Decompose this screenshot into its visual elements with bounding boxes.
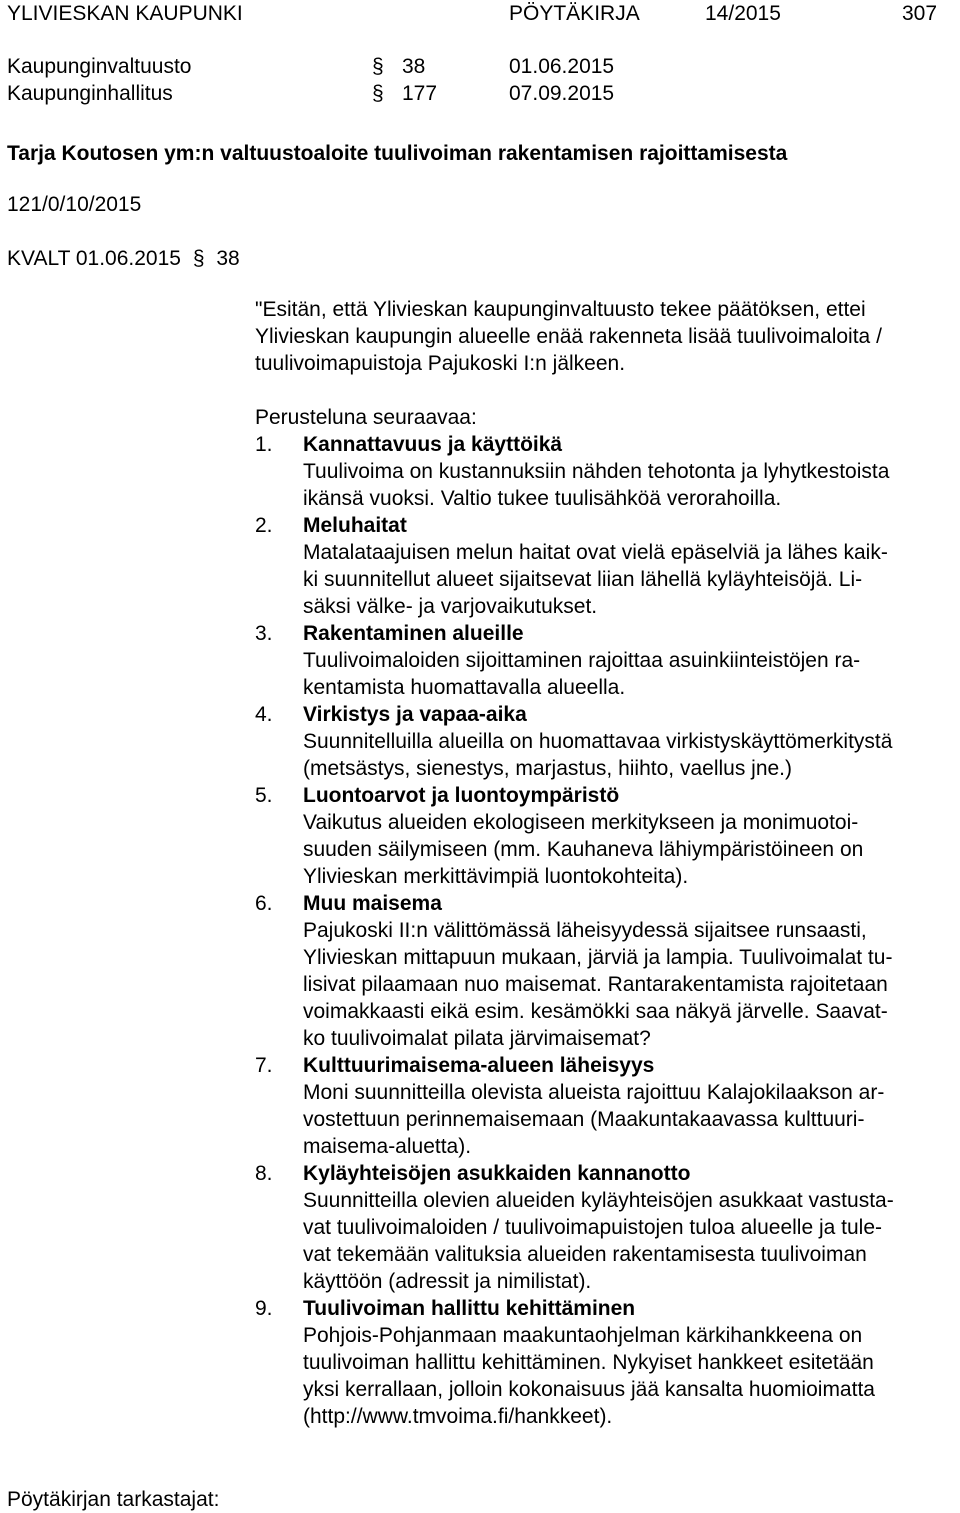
reason-text-line: yksi kerrallaan, jolloin kokonaisuus jää kansalta huomioimatta — [303, 1378, 875, 1401]
reason-text-line: Pohjois-Pohjanmaan maakuntaohjelman kärkihankkeena on — [303, 1324, 863, 1347]
meeting-body-council: Kaupunginvaltuusto — [7, 55, 192, 78]
reason-number: 6. — [255, 892, 273, 915]
reason-item — [255, 431, 894, 512]
reason-item — [255, 1295, 894, 1430]
reason-text-line: (http://www.tmvoima.fi/hankkeet). — [303, 1405, 613, 1428]
meeting-date-council: 01.06.2015 — [509, 55, 615, 78]
reason-item — [255, 782, 894, 890]
reason-title: Muu maisema — [303, 892, 442, 915]
reason-text-line: Ylivieskan mittapuun mukaan, järviä ja lampia. Tuulivoimalat tu- — [303, 946, 893, 969]
header-doc-number: 14/2015 — [705, 2, 781, 25]
reason-item — [255, 890, 894, 1052]
section-sign-icon: § — [372, 55, 384, 78]
reason-number: 4. — [255, 703, 273, 726]
initiative-quote — [255, 296, 882, 377]
section-sign-icon: § — [372, 82, 384, 105]
reason-text-line: vat tuulivoimaloiden / tuulivoimapuistojen tuloa alueelle ja tule- — [303, 1216, 883, 1239]
reason-text-line: tuulivoiman hallittu kehittäminen. Nykyiset hankkeet esitetään — [303, 1351, 874, 1374]
reason-text-line: Ylivieskan merkittävimpiä luontokohteita). — [303, 865, 689, 888]
section-sign-icon: § — [192, 247, 205, 270]
minutes-checkers-label: Pöytäkirjan tarkastajat: — [7, 1488, 220, 1511]
reasons-heading: Perusteluna seuraavaa: — [255, 406, 477, 429]
reason-text-line: Tuulivoimaloiden sijoittaminen rajoittaa asuinkiinteistöjen ra- — [303, 649, 861, 672]
header-doc-type: PÖYTÄKIRJA — [509, 2, 640, 25]
reason-text-line: Moni suunnitteilla olevista alueista rajoittuu Kalajokilaakson ar- — [303, 1081, 885, 1104]
reason-title: Tuulivoiman hallittu kehittäminen — [303, 1297, 636, 1320]
reason-text-line: Suunnitteilla olevien alueiden kyläyhteisöjen asukkaat vastusta- — [303, 1189, 894, 1212]
meeting-date-board: 07.09.2015 — [509, 82, 615, 105]
reason-number: 3. — [255, 622, 273, 645]
reason-number: 5. — [255, 784, 273, 807]
meeting-reference — [7, 245, 240, 272]
reason-item — [255, 1052, 894, 1160]
reason-title: Luontoarvot ja luontoympäristö — [303, 784, 620, 807]
meeting-section-council: 38 — [402, 55, 426, 78]
reason-number: 1. — [255, 433, 273, 456]
quote-line: "Esitän, että Ylivieskan kaupunginvaltuusto tekee päätöksen, ettei — [255, 298, 866, 321]
reason-text-line: Vaikutus alueiden ekologiseen merkitykseen ja monimuotoi- — [303, 811, 859, 834]
reason-number: 7. — [255, 1054, 273, 1077]
reason-text-line: ki suunnitellut alueet sijaitsevat liian lähellä kyläyhteisöjä. Li- — [303, 568, 863, 591]
reason-text-line: (metsästys, sienestys, marjastus, hiihto, vaellus jne.) — [303, 757, 793, 780]
document-title: Tarja Koutosen ym:n valtuustoaloite tuulivoiman rakentamisen rajoittamisesta — [7, 142, 788, 165]
reason-item — [255, 701, 894, 782]
reason-text-line: käyttöön (adressit ja nimilistat). — [303, 1270, 592, 1293]
quote-line: tuulivoimapuistoja Pajukoski I:n jälkeen. — [255, 352, 626, 375]
reason-title: Meluhaitat — [303, 514, 407, 537]
reason-text-line: lisivat pilaamaan nuo maisemat. Rantarakentamista rajoitetaan — [303, 973, 888, 996]
reason-text-line: ko tuulivoimalat pilata järvimaisemat? — [303, 1027, 651, 1050]
reason-number: 2. — [255, 514, 273, 537]
reason-title: Kulttuurimaisema-alueen läheisyys — [303, 1054, 655, 1077]
reason-text-line: vat tekemään valituksia alueiden rakentamisesta tuulivoiman — [303, 1243, 867, 1266]
reason-text-line: Tuulivoima on kustannuksiin nähden tehotonta ja lyhytkestoista — [303, 460, 890, 483]
reason-title: Virkistys ja vapaa-aika — [303, 703, 527, 726]
reason-text-line: kentamista huomattavalla alueella. — [303, 676, 626, 699]
reason-item — [255, 620, 894, 701]
meeting-section-board: 177 — [402, 82, 438, 105]
header-page-number: 307 — [902, 2, 938, 25]
reason-number: 8. — [255, 1162, 273, 1185]
header-org: YLIVIESKAN KAUPUNKI — [7, 2, 243, 25]
meeting-reference-label: KVALT 01.06.2015 — [7, 247, 181, 270]
reason-text-line: voimakkaasti eikä esim. kesämökki saa näkyä järvelle. Saavat- — [303, 1000, 888, 1023]
reason-item — [255, 512, 894, 620]
meeting-reference-section: 38 — [216, 247, 240, 270]
meeting-body-board: Kaupunginhallitus — [7, 82, 173, 105]
reason-text-line: vostettuun perinnemaisemaan (Maakuntakaavassa kulttuuri- — [303, 1108, 865, 1131]
quote-line: Ylivieskan kaupungin alueelle enää rakenneta lisää tuulivoimaloita / — [255, 325, 882, 348]
diary-number: 121/0/10/2015 — [7, 193, 142, 216]
reason-number: 9. — [255, 1297, 273, 1320]
reason-text-line: Matalataajuisen melun haitat ovat vielä epäselviä ja lähes kaik- — [303, 541, 888, 564]
reason-title: Kannattavuus ja käyttöikä — [303, 433, 563, 456]
reason-title: Kyläyhteisöjen asukkaiden kannanotto — [303, 1162, 691, 1185]
reason-text-line: säksi välke- ja varjovaikutukset. — [303, 595, 598, 618]
reason-item — [255, 1160, 894, 1295]
reason-text-line: Pajukoski II:n välittömässä läheisyydessä sijaitsee runsaasti, — [303, 919, 867, 942]
reason-text-line: ikänsä vuoksi. Valtio tukee tuulisähköä verorahoilla. — [303, 487, 782, 510]
reason-text-line: Suunnitelluilla alueilla on huomattavaa virkistyskäyttömerkitystä — [303, 730, 893, 753]
reason-title: Rakentaminen alueille — [303, 622, 524, 645]
reasons-list — [255, 431, 894, 1430]
reason-text-line: maisema-aluetta). — [303, 1135, 472, 1158]
reason-text-line: suuden säilymiseen (mm. Kauhaneva lähiympäristöineen on — [303, 838, 864, 861]
